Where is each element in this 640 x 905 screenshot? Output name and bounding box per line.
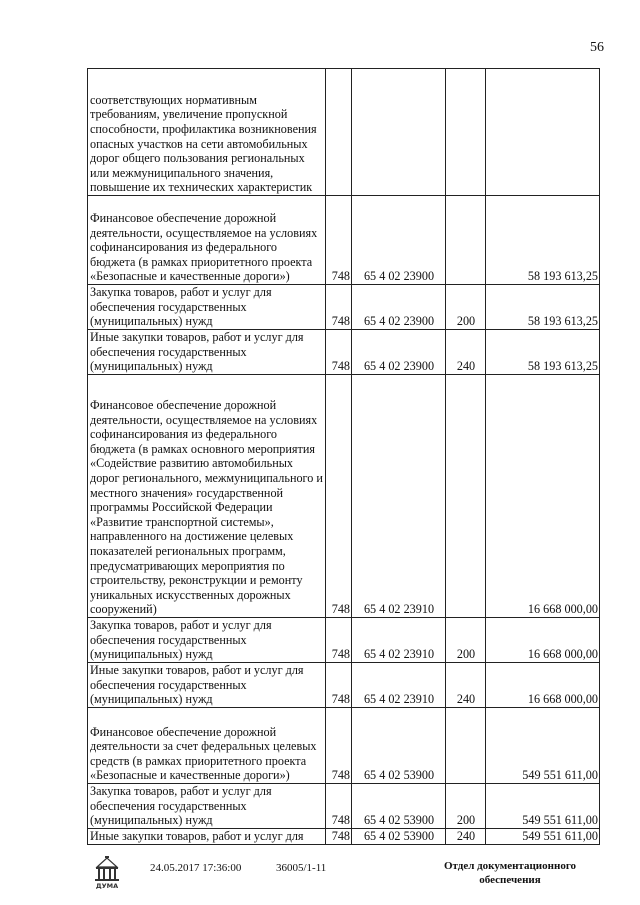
target-code: 65 4 02 53900 bbox=[352, 708, 446, 784]
expense-kind bbox=[446, 708, 486, 784]
target-code: 65 4 02 53900 bbox=[352, 829, 446, 845]
target-code bbox=[352, 69, 446, 196]
row-description: соответствующих нормативным требованиям, увеличение пропускной способности, профилактика возникновения опасных участков на сети автомобильных дорог общего пользования региональных или межмуниципального значения, повышение их технических характеристик bbox=[88, 69, 326, 196]
ministry-code: 748 bbox=[326, 618, 352, 663]
ministry-code: 748 bbox=[326, 375, 352, 618]
table-row bbox=[88, 69, 600, 196]
document-datetime: 24.05.2017 17:36:00 bbox=[150, 862, 242, 874]
table-row bbox=[88, 330, 600, 375]
amount: 58 193 613,25 bbox=[486, 330, 600, 375]
row-description: Закупка товаров, работ и услуг для обеспечения государственных (муниципальных) нужд bbox=[88, 784, 326, 829]
target-code: 65 4 02 53900 bbox=[352, 784, 446, 829]
row-description: Закупка товаров, работ и услуг для обеспечения государственных (муниципальных) нужд bbox=[88, 285, 326, 330]
ministry-code: 748 bbox=[326, 285, 352, 330]
amount: 58 193 613,25 bbox=[486, 285, 600, 330]
amount: 549 551 611,00 bbox=[486, 708, 600, 784]
document-id: 36005/1-11 bbox=[276, 862, 327, 874]
row-description: Финансовое обеспечение дорожной деятельности, осуществляемое на условиях софинансирования из федерального бюджета (в рамках основного мероприятия «Содействие развитию автомобильных дорог регионального, межмуниципального и местного значения» государственной программы Российской Федерации «Развитие транспортной системы», направленного на достижение целевых показателей региональных программ, предусматривающих мероприятия по строительству, реконструкции и ремонту уникальных искусственных дорожных сооружений) bbox=[88, 375, 326, 618]
target-code: 65 4 02 23900 bbox=[352, 196, 446, 285]
ministry-code bbox=[326, 69, 352, 196]
page-number: 56 bbox=[590, 40, 604, 55]
amount: 549 551 611,00 bbox=[486, 784, 600, 829]
amount: 16 668 000,00 bbox=[486, 375, 600, 618]
target-code: 65 4 02 23910 bbox=[352, 663, 446, 708]
amount: 16 668 000,00 bbox=[486, 663, 600, 708]
row-description: Иные закупки товаров, работ и услуг для обеспечения государственных (муниципальных) нужд bbox=[88, 663, 326, 708]
ministry-code: 748 bbox=[326, 708, 352, 784]
table-row bbox=[88, 708, 600, 784]
page-footer bbox=[0, 858, 640, 898]
target-code: 65 4 02 23900 bbox=[352, 285, 446, 330]
ministry-code: 748 bbox=[326, 330, 352, 375]
row-description: Иные закупки товаров, работ и услуг для обеспечения государственных (муниципальных) нужд bbox=[88, 330, 326, 375]
table-row bbox=[88, 663, 600, 708]
expense-kind: 200 bbox=[446, 784, 486, 829]
ministry-code: 748 bbox=[326, 784, 352, 829]
table-row bbox=[88, 375, 600, 618]
expense-kind: 200 bbox=[446, 618, 486, 663]
expense-kind: 240 bbox=[446, 330, 486, 375]
duma-building-logo-icon bbox=[92, 856, 122, 890]
expense-kind bbox=[446, 375, 486, 618]
row-description: Финансовое обеспечение дорожной деятельности за счет федеральных целевых средств (в рамках приоритетного проекта «Безопасные и качественные дороги») bbox=[88, 708, 326, 784]
table-row bbox=[88, 285, 600, 330]
budget-table bbox=[87, 68, 600, 845]
expense-kind bbox=[446, 69, 486, 196]
table-row bbox=[88, 618, 600, 663]
amount: 16 668 000,00 bbox=[486, 618, 600, 663]
amount: 58 193 613,25 bbox=[486, 196, 600, 285]
ministry-code: 748 bbox=[326, 829, 352, 845]
row-description: Закупка товаров, работ и услуг для обеспечения государственных (муниципальных) нужд bbox=[88, 618, 326, 663]
target-code: 65 4 02 23910 bbox=[352, 375, 446, 618]
table-row bbox=[88, 784, 600, 829]
expense-kind: 240 bbox=[446, 829, 486, 845]
expense-kind bbox=[446, 196, 486, 285]
expense-kind: 240 bbox=[446, 663, 486, 708]
expense-kind: 200 bbox=[446, 285, 486, 330]
row-description: Финансовое обеспечение дорожной деятельности, осуществляемое на условиях софинансирования из федерального бюджета (в рамках приоритетного проекта «Безопасные и качественные дороги») bbox=[88, 196, 326, 285]
ministry-code: 748 bbox=[326, 196, 352, 285]
table-row bbox=[88, 829, 600, 845]
target-code: 65 4 02 23900 bbox=[352, 330, 446, 375]
ministry-code: 748 bbox=[326, 663, 352, 708]
department-stamp: Отдел документационного обеспечения bbox=[443, 860, 577, 886]
table-row bbox=[88, 196, 600, 285]
target-code: 65 4 02 23910 bbox=[352, 618, 446, 663]
row-description: Иные закупки товаров, работ и услуг для bbox=[88, 829, 326, 845]
amount: 549 551 611,00 bbox=[486, 829, 600, 845]
logo-text: ДУМА bbox=[95, 882, 119, 890]
amount bbox=[486, 69, 600, 196]
